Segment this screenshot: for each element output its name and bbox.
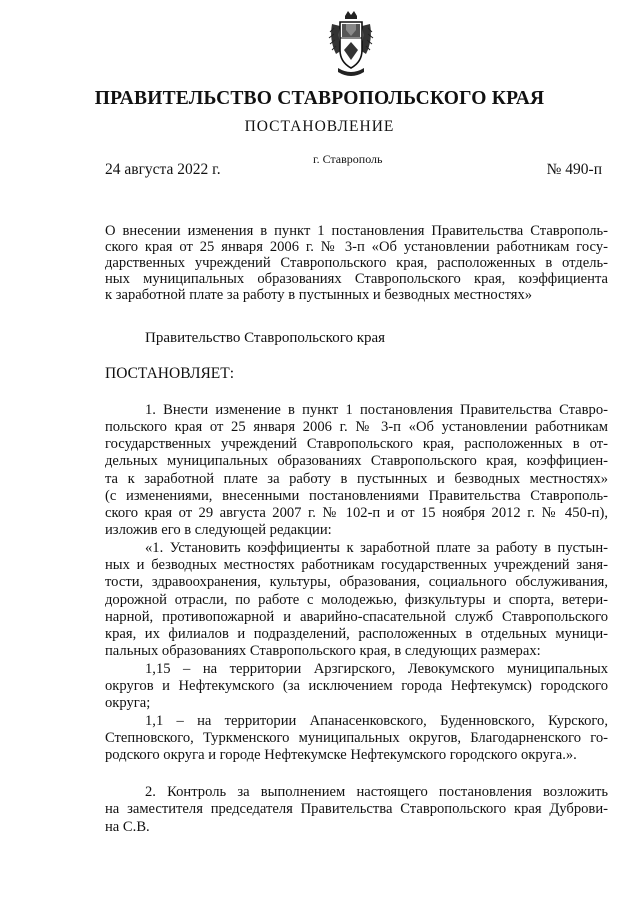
decree-word: ПОСТАНОВЛЯЕТ: (105, 365, 235, 382)
subject-line: ных муниципальных образованиях Ставропольского края, коэффициента (105, 271, 608, 287)
item1-line: польского края от 25 января 2006 г. № 3-п «Об установлении работникам (105, 419, 608, 435)
item1-line: изложив его в следующей редакции: (105, 522, 332, 538)
quote-line: дорожной отрасли, по работе с молодежью, физкультуры и спорта, ветери- (105, 592, 608, 608)
subject-line: к заработной плате за работу в пустынных и безводных местностях» (105, 287, 533, 303)
authority-name: Правительство Ставропольского края (145, 330, 386, 346)
rate2-line: родского округа и городе Нефтекумске Нефтекумского городского округа.». (105, 747, 577, 763)
rate2-line: 1,1 – на территории Апанасенковского, Буденновского, Курского, (145, 713, 608, 729)
subject-line: ского края от 25 января 2006 г. № 3-п «Об установлении работникам госу- (105, 239, 608, 255)
rate1-line: округов и Нефтекумского (за исключением города Нефтекумск) городского (105, 678, 608, 694)
rate1-line: 1,15 – на территории Арзгирского, Левокумского муниципальных (145, 661, 608, 677)
item1-line: государственных учреждений Ставропольского края, расположенных в от- (105, 436, 608, 452)
document-type: ПОСТАНОВЛЕНИЕ (244, 118, 395, 135)
item1-line: ского края от 29 августа 2007 г. № 102-п и от 15 ноября 2012 г. № 450-п), (105, 505, 608, 521)
quote-line: «1. Установить коэффициенты к заработной плате за работу в пустын- (145, 540, 608, 556)
item2-line: на заместителя председателя Правительства Ставропольского края Дуброви- (105, 801, 608, 817)
item2-line: 2. Контроль за выполнением настоящего постановления возложить (145, 784, 608, 800)
item1-line: та к заработной плате за работу в пустынных и безводных местностях» (105, 471, 608, 487)
document-number: № 490-п (546, 161, 602, 178)
item1-line: дельных муниципальных образованиях Ставропольского края, коэффициен- (105, 453, 608, 469)
item1-line: (с изменениями, внесенными постановлениями Правительства Ставрополь- (105, 488, 608, 504)
rate2-line: Степновского, Туркменского муниципальных округов, Благодарненского го- (105, 730, 608, 746)
quote-line: нарной, противопожарной и аварийно-спасательной служб Ставропольского (105, 609, 608, 625)
rate1-line: округа; (105, 695, 151, 711)
document-date: 24 августа 2022 г. (105, 161, 221, 178)
quote-line: тости, здравоохранения, культуры, образования, социального обслуживания, (105, 574, 608, 590)
item2-line: на С.В. (105, 819, 150, 835)
document-city: г. Ставрополь (313, 152, 383, 166)
subject-line: О внесении изменения в пункт 1 постановления Правительства Ставрополь- (105, 223, 608, 239)
coat-of-arms-emblem (326, 10, 376, 80)
quote-line: ных и безводных местностях работникам государственных учреждений заня- (105, 557, 608, 573)
government-title: ПРАВИТЕЛЬСТВО СТАВРОПОЛЬСКОГО КРАЯ (94, 88, 545, 109)
quote-line: пальных образованиях Ставропольского края, в следующих размерах: (105, 643, 541, 659)
item1-line: 1. Внести изменение в пункт 1 постановления Правительства Ставро- (145, 402, 608, 418)
quote-line: края, их филиалов и подразделений, расположенных в отдельных муници- (105, 626, 608, 642)
subject-line: дарственных учреждений Ставропольского края, расположенных в отдель- (105, 255, 608, 271)
